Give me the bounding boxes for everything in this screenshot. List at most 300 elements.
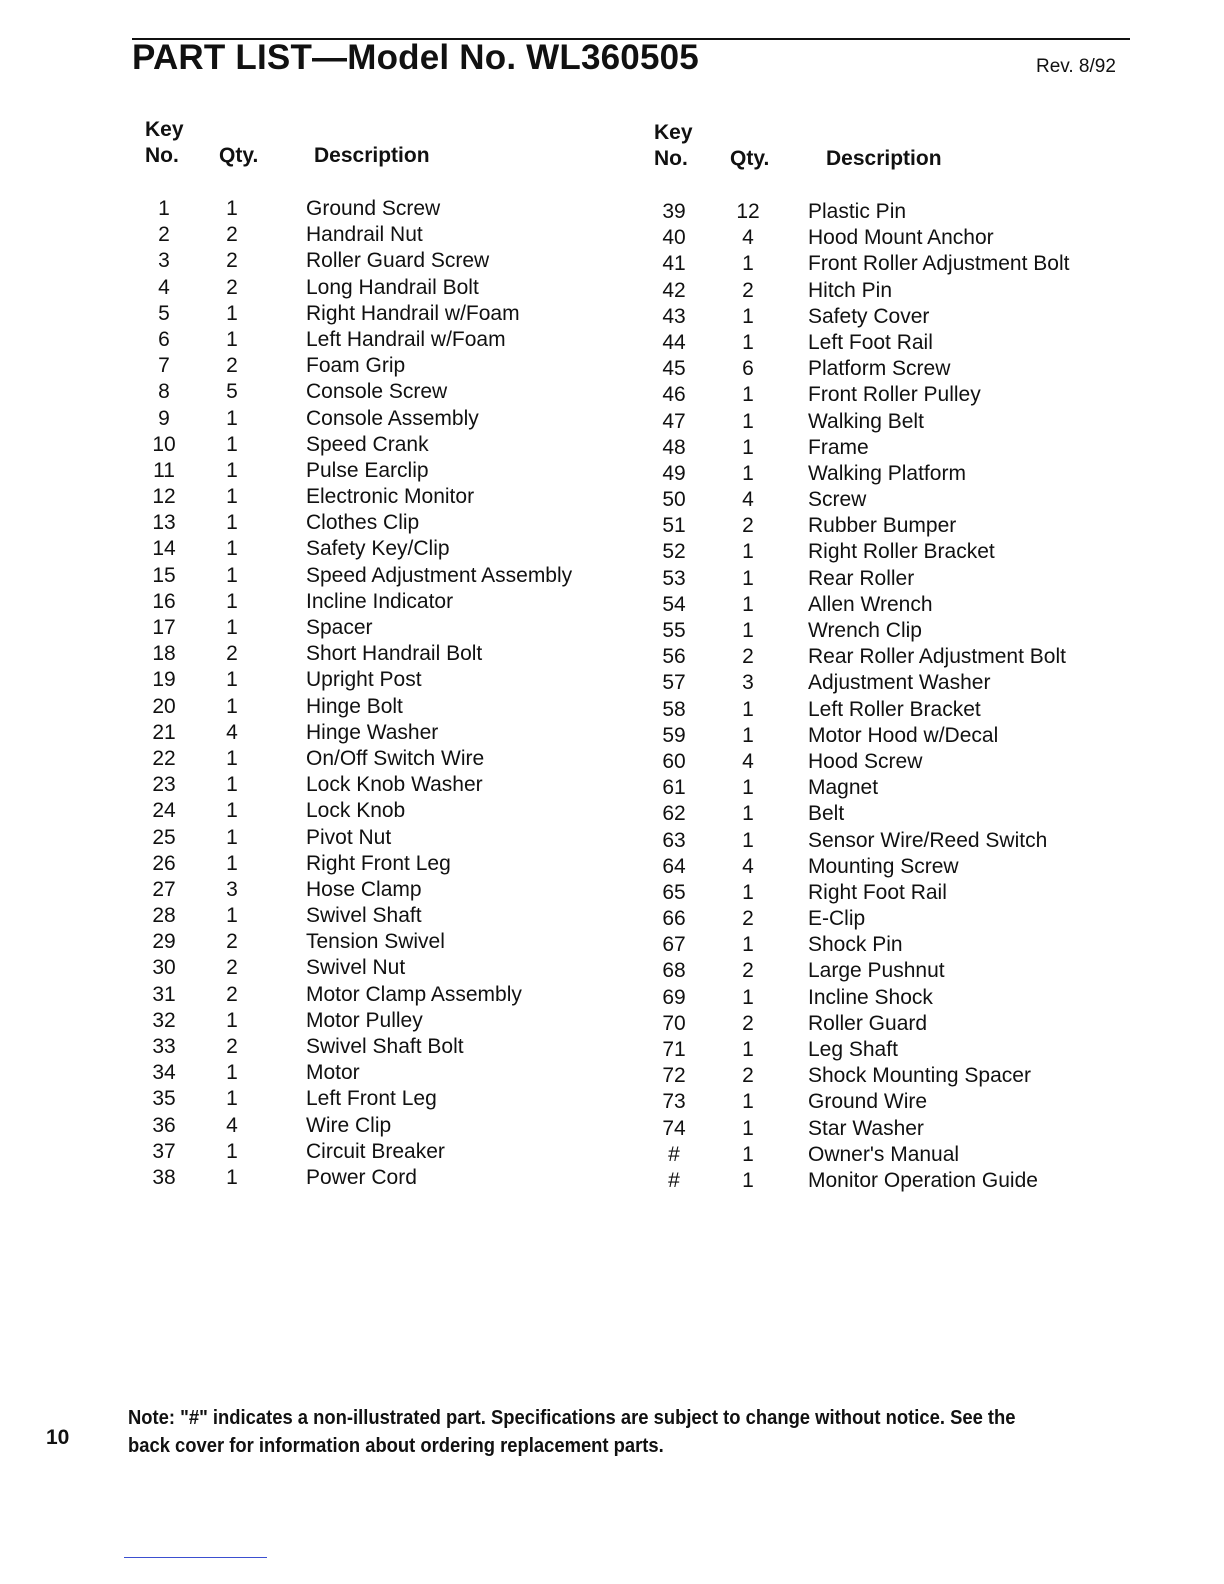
part-description: Ground Wire: [808, 1090, 928, 1114]
part-row: [136, 667, 572, 693]
part-row: [650, 749, 1069, 775]
part-row: [136, 955, 572, 981]
part-row: [136, 1139, 572, 1165]
part-quantity: 2: [742, 1064, 754, 1088]
part-description: Motor: [306, 1061, 360, 1085]
part-row: [136, 536, 572, 562]
part-quantity: 1: [742, 330, 754, 354]
key-header-line2: No.: [145, 144, 179, 167]
part-description: Hood Mount Anchor: [808, 226, 994, 250]
part-quantity: 1: [226, 537, 238, 561]
part-key-number: 57: [662, 671, 686, 695]
part-quantity: 1: [742, 1090, 754, 1114]
part-row: [136, 1034, 572, 1060]
part-key-number: 14: [152, 537, 176, 561]
part-key-number: 33: [152, 1035, 176, 1058]
part-description: Motor Clamp Assembly: [306, 982, 522, 1006]
part-row: [650, 566, 1069, 592]
part-quantity: 4: [742, 488, 754, 512]
part-row: [136, 406, 572, 432]
part-quantity: 2: [742, 959, 754, 983]
part-key-number: 2: [158, 223, 170, 247]
part-description: Incline Indicator: [306, 589, 454, 613]
part-row: [650, 828, 1069, 854]
part-description: Frame: [808, 435, 869, 459]
part-description: Pivot Nut: [306, 825, 392, 849]
part-description: Screw: [808, 488, 867, 512]
part-quantity: 4: [742, 854, 754, 878]
part-description: Shock Pin: [808, 933, 903, 957]
part-row: [650, 539, 1069, 565]
part-row: [136, 458, 572, 484]
part-row: [136, 379, 572, 405]
qty-header-left: Qty.: [219, 144, 259, 167]
part-description: Safety Key/Clip: [306, 537, 450, 561]
part-quantity: 1: [742, 252, 754, 276]
part-description: Right Foot Rail: [808, 880, 947, 904]
part-key-number: #: [668, 1142, 680, 1166]
part-row: [136, 563, 572, 589]
part-key-number: 68: [662, 959, 686, 983]
part-row: [136, 720, 572, 746]
part-description: Rubber Bumper: [808, 514, 957, 538]
part-key-number: 59: [662, 723, 686, 747]
part-key-number: 21: [152, 720, 176, 744]
part-row: [650, 251, 1069, 277]
part-key-number: 7: [158, 354, 170, 378]
part-quantity: 1: [742, 776, 754, 800]
part-quantity: 2: [742, 278, 754, 302]
part-row: [650, 409, 1069, 435]
part-row: [650, 330, 1069, 356]
part-quantity: 1: [742, 697, 754, 721]
page-number: 10: [46, 1426, 70, 1449]
part-description: Pulse Earclip: [306, 458, 429, 482]
part-row: [650, 932, 1069, 958]
part-description: Front Roller Pulley: [808, 383, 981, 407]
part-row: [136, 641, 572, 667]
part-quantity: 1: [742, 566, 754, 590]
part-quantity: 1: [742, 435, 754, 459]
part-row: [650, 801, 1069, 827]
part-quantity: 1: [742, 1116, 754, 1140]
part-row: [650, 618, 1069, 644]
part-description: On/Off Switch Wire: [306, 746, 485, 770]
part-description: Speed Adjustment Assembly: [306, 563, 573, 587]
part-key-number: 5: [158, 301, 170, 325]
part-description: Upright Post: [306, 668, 422, 692]
key-header-line1: Key: [145, 118, 184, 141]
part-quantity: 1: [742, 880, 754, 904]
part-row: [650, 1011, 1069, 1037]
part-row: [650, 1089, 1069, 1115]
part-key-number: 8: [158, 380, 170, 404]
part-quantity: 1: [226, 851, 238, 875]
part-key-number: 42: [662, 278, 686, 302]
part-quantity: 1: [226, 197, 238, 220]
part-description: Left Handrail w/Foam: [306, 327, 506, 351]
part-row: [650, 1168, 1069, 1194]
part-description: Rear Roller: [808, 566, 915, 590]
part-quantity: 1: [742, 304, 754, 328]
part-description: Swivel Shaft Bolt: [306, 1035, 464, 1058]
part-row: [136, 615, 572, 641]
part-description: Right Handrail w/Foam: [306, 301, 520, 325]
part-row: [136, 746, 572, 772]
part-quantity: 1: [742, 592, 754, 616]
part-row: [136, 196, 572, 222]
part-description: Hinge Washer: [306, 720, 439, 744]
part-key-number: 12: [152, 485, 176, 509]
part-key-number: 54: [662, 592, 686, 616]
part-description: Magnet: [808, 776, 879, 800]
part-description: Speed Crank: [306, 432, 429, 456]
part-quantity: 4: [226, 1113, 238, 1137]
part-quantity: 4: [742, 226, 754, 250]
part-row: [650, 225, 1069, 251]
part-quantity: 2: [742, 514, 754, 538]
part-description: Roller Guard: [808, 1011, 928, 1035]
part-key-number: 40: [662, 226, 686, 250]
part-key-number: 10: [152, 432, 176, 456]
key-header-line2: No.: [654, 147, 688, 170]
part-row: [650, 880, 1069, 906]
part-quantity: 1: [226, 694, 238, 718]
part-key-number: 35: [152, 1087, 176, 1111]
part-description: Leg Shaft: [808, 1038, 898, 1061]
part-quantity: 1: [226, 406, 238, 430]
part-key-number: 29: [152, 930, 176, 954]
part-key-number: 50: [662, 488, 686, 512]
part-quantity: 1: [226, 773, 238, 797]
part-row: [650, 697, 1069, 723]
part-key-number: 23: [152, 773, 176, 797]
part-description: Hose Clamp: [306, 877, 422, 901]
part-key-number: 37: [152, 1139, 176, 1163]
part-description: Hitch Pin: [808, 278, 893, 302]
part-description: Allen Wrench: [808, 592, 933, 616]
part-quantity: 5: [226, 380, 238, 404]
part-key-number: 22: [152, 746, 176, 770]
part-row: [650, 461, 1069, 487]
part-quantity: 1: [742, 1168, 754, 1192]
part-row: [650, 1142, 1069, 1168]
part-row: [650, 435, 1069, 461]
qty-header-right: Qty.: [730, 147, 770, 170]
part-row: [136, 1165, 572, 1191]
part-key-number: 66: [662, 907, 686, 931]
part-description: Front Roller Adjustment Bolt: [808, 252, 1070, 276]
page-title: PART LIST—Model No. WL360505: [132, 38, 699, 77]
part-description: Swivel Shaft: [306, 904, 422, 928]
part-key-number: 28: [152, 904, 176, 928]
part-description: Large Pushnut: [808, 959, 945, 983]
part-description: Foam Grip: [306, 354, 406, 378]
part-key-number: 48: [662, 435, 686, 459]
part-quantity: 2: [226, 1035, 238, 1058]
part-description: Short Handrail Bolt: [306, 642, 483, 666]
part-key-number: 44: [662, 330, 686, 354]
part-key-number: 41: [662, 252, 686, 276]
part-key-number: 30: [152, 956, 176, 980]
part-description: Left Roller Bracket: [808, 697, 981, 721]
part-key-number: 47: [662, 409, 686, 433]
part-quantity: 1: [226, 432, 238, 456]
part-description: Long Handrail Bolt: [306, 275, 479, 299]
part-row: [136, 275, 572, 301]
part-key-number: 27: [152, 877, 176, 901]
part-quantity: 2: [226, 642, 238, 666]
part-quantity: 1: [226, 1061, 238, 1085]
part-quantity: 1: [742, 802, 754, 826]
part-row: [650, 775, 1069, 801]
part-key-number: 15: [152, 563, 176, 587]
part-quantity: 4: [742, 749, 754, 773]
part-description: Tension Swivel: [306, 930, 445, 954]
key-no-header-right: [654, 120, 693, 172]
part-row: [650, 356, 1069, 382]
part-description: Power Cord: [306, 1165, 417, 1189]
part-quantity: 1: [742, 985, 754, 1009]
part-row: [650, 304, 1069, 330]
part-quantity: 1: [226, 825, 238, 849]
part-description: Incline Shock: [808, 985, 933, 1009]
part-key-number: 24: [152, 799, 176, 823]
part-quantity: 1: [226, 1087, 238, 1111]
part-description: Console Assembly: [306, 406, 479, 430]
key-no-header-left: [145, 117, 184, 169]
part-description: Motor Hood w/Decal: [808, 723, 999, 747]
parts-column-right: [650, 199, 1069, 1194]
part-description: Lock Knob: [306, 799, 406, 823]
part-description: Console Screw: [306, 380, 448, 404]
part-description: Hood Screw: [808, 749, 923, 773]
part-row: [136, 982, 572, 1008]
part-row: [650, 985, 1069, 1011]
part-key-number: 39: [662, 200, 686, 223]
part-description: Spacer: [306, 616, 373, 639]
part-quantity: 4: [226, 720, 238, 744]
part-row: [136, 903, 572, 929]
part-description: Hinge Bolt: [306, 694, 403, 718]
part-key-number: 74: [662, 1116, 686, 1140]
description-header-right: Description: [826, 147, 942, 170]
part-description: Left Foot Rail: [808, 330, 933, 354]
part-row: [650, 382, 1069, 408]
part-quantity: 2: [226, 223, 238, 247]
part-row: [136, 1086, 572, 1112]
part-key-number: 69: [662, 985, 686, 1009]
part-row: [650, 854, 1069, 880]
part-row: [136, 798, 572, 824]
part-quantity: 1: [226, 301, 238, 325]
part-quantity: 2: [226, 249, 238, 273]
part-key-number: 51: [662, 514, 686, 538]
part-row: [650, 958, 1069, 984]
part-quantity: 1: [226, 1008, 238, 1032]
part-description: Plastic Pin: [808, 200, 907, 223]
part-key-number: 11: [153, 458, 175, 482]
part-key-number: 16: [152, 589, 176, 613]
part-quantity: 12: [736, 200, 760, 223]
part-key-number: 49: [662, 461, 686, 485]
part-key-number: 4: [158, 275, 170, 299]
part-quantity: 1: [742, 383, 754, 407]
part-description: Motor Pulley: [306, 1008, 423, 1032]
part-quantity: 2: [742, 645, 754, 669]
part-description: Belt: [808, 802, 845, 826]
part-quantity: 3: [226, 877, 238, 901]
key-header-line1: Key: [654, 121, 693, 144]
part-row: [136, 772, 572, 798]
part-row: [136, 432, 572, 458]
part-key-number: 20: [152, 694, 176, 718]
part-description: Shock Mounting Spacer: [808, 1064, 1031, 1088]
part-quantity: 6: [742, 357, 754, 381]
part-key-number: 1: [158, 197, 170, 220]
part-quantity: 2: [226, 275, 238, 299]
part-quantity: 2: [226, 930, 238, 954]
part-description: Adjustment Washer: [808, 671, 991, 695]
part-description: Handrail Nut: [306, 223, 423, 247]
part-description: Electronic Monitor: [306, 485, 475, 509]
part-quantity: 2: [226, 354, 238, 378]
part-description: Wrench Clip: [808, 619, 922, 642]
part-row: [136, 1008, 572, 1034]
part-quantity: 1: [226, 616, 238, 639]
part-key-number: 71: [662, 1038, 686, 1061]
part-row: [650, 670, 1069, 696]
part-key-number: 56: [662, 645, 686, 669]
part-key-number: 55: [662, 619, 686, 642]
part-key-number: 61: [662, 776, 686, 800]
part-key-number: 17: [152, 616, 176, 639]
part-key-number: 60: [662, 749, 686, 773]
part-row: [136, 510, 572, 536]
part-key-number: 64: [662, 854, 686, 878]
part-description: Roller Guard Screw: [306, 249, 490, 273]
part-key-number: 9: [158, 406, 170, 430]
part-quantity: 1: [226, 327, 238, 351]
part-row: [136, 825, 572, 851]
part-quantity: 2: [226, 982, 238, 1006]
part-quantity: 1: [226, 1165, 238, 1189]
part-description: Walking Platform: [808, 461, 966, 485]
description-header-left: Description: [314, 144, 430, 167]
part-description: Owner's Manual: [808, 1142, 960, 1166]
part-quantity: 1: [226, 746, 238, 770]
bottom-rule: [124, 1557, 267, 1558]
part-description: Right Roller Bracket: [808, 540, 995, 564]
part-key-number: 38: [152, 1165, 176, 1189]
part-quantity: 1: [742, 1142, 754, 1166]
part-description: Left Front Leg: [306, 1087, 437, 1111]
part-description: Monitor Operation Guide: [808, 1168, 1038, 1192]
part-key-number: 53: [662, 566, 686, 590]
part-key-number: 70: [662, 1011, 686, 1035]
part-quantity: 1: [226, 589, 238, 613]
part-row: [136, 851, 572, 877]
part-key-number: 46: [662, 383, 686, 407]
part-row: [650, 199, 1069, 225]
part-description: Swivel Nut: [306, 956, 406, 980]
part-quantity: 1: [742, 461, 754, 485]
part-quantity: 1: [226, 668, 238, 692]
part-quantity: 1: [742, 1038, 754, 1061]
part-quantity: 3: [742, 671, 754, 695]
part-row: [136, 589, 572, 615]
part-quantity: 1: [742, 828, 754, 852]
part-key-number: 34: [152, 1061, 176, 1085]
part-row: [650, 1037, 1069, 1063]
part-quantity: 1: [226, 563, 238, 587]
part-row: [650, 487, 1069, 513]
part-key-number: 63: [662, 828, 686, 852]
part-key-number: 65: [662, 880, 686, 904]
part-row: [650, 278, 1069, 304]
part-key-number: 36: [152, 1113, 176, 1137]
part-row: [136, 484, 572, 510]
part-row: [136, 222, 572, 248]
part-description: Mounting Screw: [808, 854, 959, 878]
part-key-number: 73: [662, 1090, 686, 1114]
part-row: [136, 877, 572, 903]
part-description: Ground Screw: [306, 197, 441, 220]
part-key-number: #: [668, 1168, 680, 1192]
part-key-number: 58: [662, 697, 686, 721]
part-row: [650, 592, 1069, 618]
part-row: [136, 248, 572, 274]
part-description: Lock Knob Washer: [306, 773, 483, 797]
part-description: Walking Belt: [808, 409, 924, 433]
part-row: [650, 644, 1069, 670]
part-row: [136, 353, 572, 379]
part-key-number: 13: [152, 511, 176, 535]
part-key-number: 19: [152, 668, 176, 692]
part-row: [136, 694, 572, 720]
part-key-number: 32: [152, 1008, 176, 1032]
part-description: E-Clip: [808, 907, 866, 931]
part-row: [650, 1063, 1069, 1089]
part-quantity: 1: [226, 904, 238, 928]
part-quantity: 1: [226, 799, 238, 823]
part-quantity: 1: [226, 1139, 238, 1163]
part-row: [136, 929, 572, 955]
part-key-number: 18: [152, 642, 176, 666]
part-description: Clothes Clip: [306, 511, 420, 535]
part-row: [136, 327, 572, 353]
part-key-number: 26: [152, 851, 176, 875]
part-key-number: 25: [152, 825, 176, 849]
part-row: [650, 723, 1069, 749]
part-quantity: 2: [742, 907, 754, 931]
part-key-number: 45: [662, 357, 686, 381]
part-quantity: 2: [742, 1011, 754, 1035]
part-quantity: 1: [742, 619, 754, 642]
part-description: Star Washer: [808, 1116, 924, 1140]
part-row: [650, 1116, 1069, 1142]
part-description: Wire Clip: [306, 1113, 392, 1137]
part-description: Circuit Breaker: [306, 1139, 445, 1163]
part-description: Rear Roller Adjustment Bolt: [808, 645, 1066, 669]
part-description: Safety Cover: [808, 304, 930, 328]
part-key-number: 62: [662, 802, 686, 826]
footnote: Note: "#" indicates a non-illustrated part. Specifications are subject to change without notice. See the back cover for information about ordering replacement parts.: [128, 1407, 1016, 1457]
part-key-number: 6: [158, 327, 170, 351]
part-quantity: 1: [742, 409, 754, 433]
part-quantity: 1: [226, 485, 238, 509]
revision-label: Rev. 8/92: [1036, 56, 1116, 77]
